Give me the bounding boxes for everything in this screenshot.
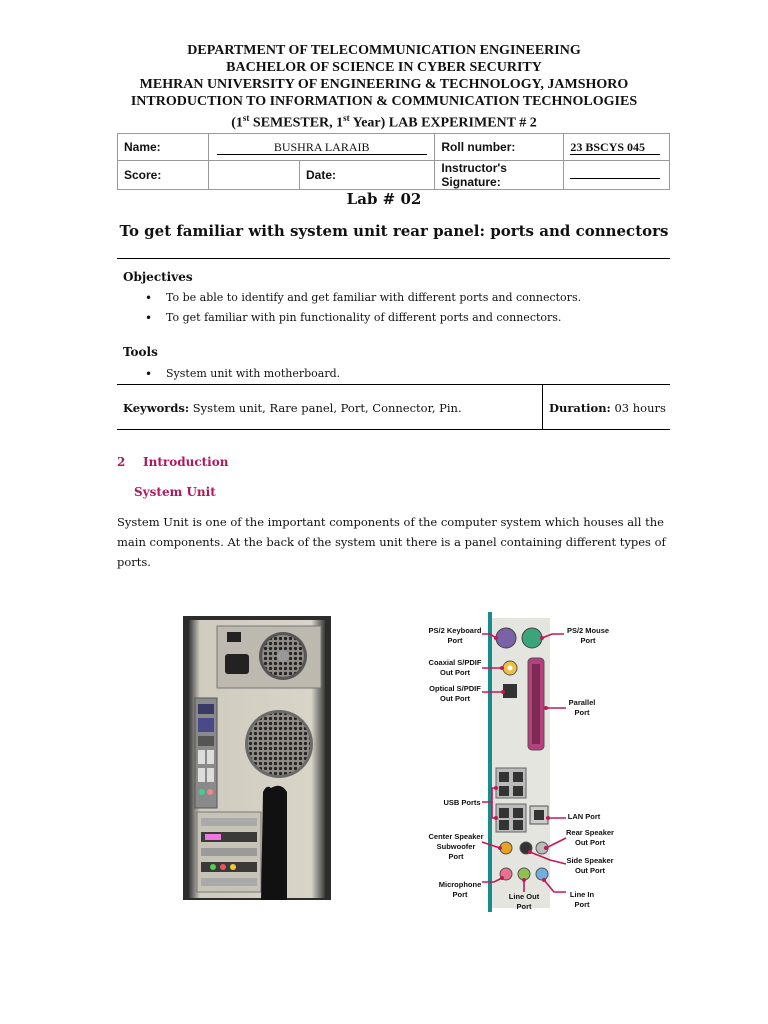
- objectives-list: [145, 290, 581, 330]
- list-item: • To get familiar with pin functionality of different ports and connectors.: [145, 310, 581, 330]
- parallel-port-label: Parallel Port: [568, 698, 596, 717]
- line-in-port-label: Line In Port: [569, 890, 595, 909]
- score-label: Score:: [118, 161, 209, 190]
- tools-list: [145, 366, 340, 386]
- header-department: DEPARTMENT OF TELECOMMUNICATION ENGINEERING: [187, 43, 581, 58]
- tools-heading: Tools: [123, 345, 158, 359]
- microphone-port-label: Microphone Port: [438, 880, 482, 899]
- coaxial-spdif-label: Coaxial S/PDIF Out Port: [428, 658, 482, 677]
- system-unit-rear-image: [183, 616, 331, 900]
- side-speaker-label: Side Speaker Out Port: [566, 856, 614, 875]
- header-university: MEHRAN UNIVERSITY OF ENGINEERING & TECHNOLOGY, JAMSHORO: [139, 77, 629, 92]
- name-field[interactable]: BUSHRA LARAIB: [209, 134, 435, 161]
- lan-port-label: LAN Port: [567, 812, 601, 821]
- date-label[interactable]: Date:: [300, 161, 435, 190]
- roll-number-field[interactable]: 23 BSCYS 045: [564, 134, 670, 161]
- ps2-mouse-label: PS/2 Mouse Port: [566, 626, 610, 645]
- rear-panel-port-diagram: [426, 612, 616, 912]
- score-field[interactable]: [209, 161, 300, 190]
- header-program: BACHELOR OF SCIENCE IN CYBER SECURITY: [226, 60, 542, 75]
- page-title: To get familiar with system unit rear panel: ports and connectors: [119, 222, 669, 240]
- optical-spdif-label: Optical S/PDIF Out Port: [429, 684, 481, 703]
- title-divider: [117, 258, 670, 259]
- signature-field[interactable]: [564, 161, 670, 190]
- introduction-heading: 2 Introduction: [117, 455, 229, 469]
- roll-number-label: Roll number:: [435, 134, 564, 161]
- student-info-table: [117, 133, 670, 190]
- header-semester: (1st SEMESTER, 1st Year) LAB EXPERIMENT # 2: [231, 113, 537, 131]
- header-course: INTRODUCTION TO INFORMATION & COMMUNICATION TECHNOLOGIES: [130, 94, 638, 109]
- keywords-row: [117, 384, 670, 430]
- introduction-paragraph: System Unit is one of the important components of the computer system which houses all the main components. At the back of the system unit there is a panel containing different types of ports.: [117, 515, 666, 569]
- center-speaker-label: Center Speaker Subwoofer Port: [428, 832, 484, 861]
- lab-number: Lab # 02: [346, 190, 422, 208]
- keywords: Keywords: System unit, Rare panel, Port, Connector, Pin.: [123, 401, 462, 415]
- list-item: • To be able to identify and get familiar with different ports and connectors.: [145, 290, 581, 310]
- ps2-keyboard-label: PS/2 Keyboard Port: [428, 626, 482, 645]
- duration: Duration: 03 hours: [549, 401, 666, 415]
- usb-ports-label: USB Ports: [443, 798, 481, 807]
- keywords-divider: [542, 385, 543, 429]
- system-unit-heading: System Unit: [134, 485, 216, 499]
- name-label: Name:: [118, 134, 209, 161]
- rear-speaker-label: Rear Speaker Out Port: [566, 828, 614, 847]
- line-out-port-label: Line Out Port: [508, 892, 540, 911]
- list-item: • System unit with motherboard.: [145, 366, 340, 386]
- signature-label: Instructor's Signature:: [435, 161, 564, 190]
- objectives-heading: Objectives: [123, 270, 193, 284]
